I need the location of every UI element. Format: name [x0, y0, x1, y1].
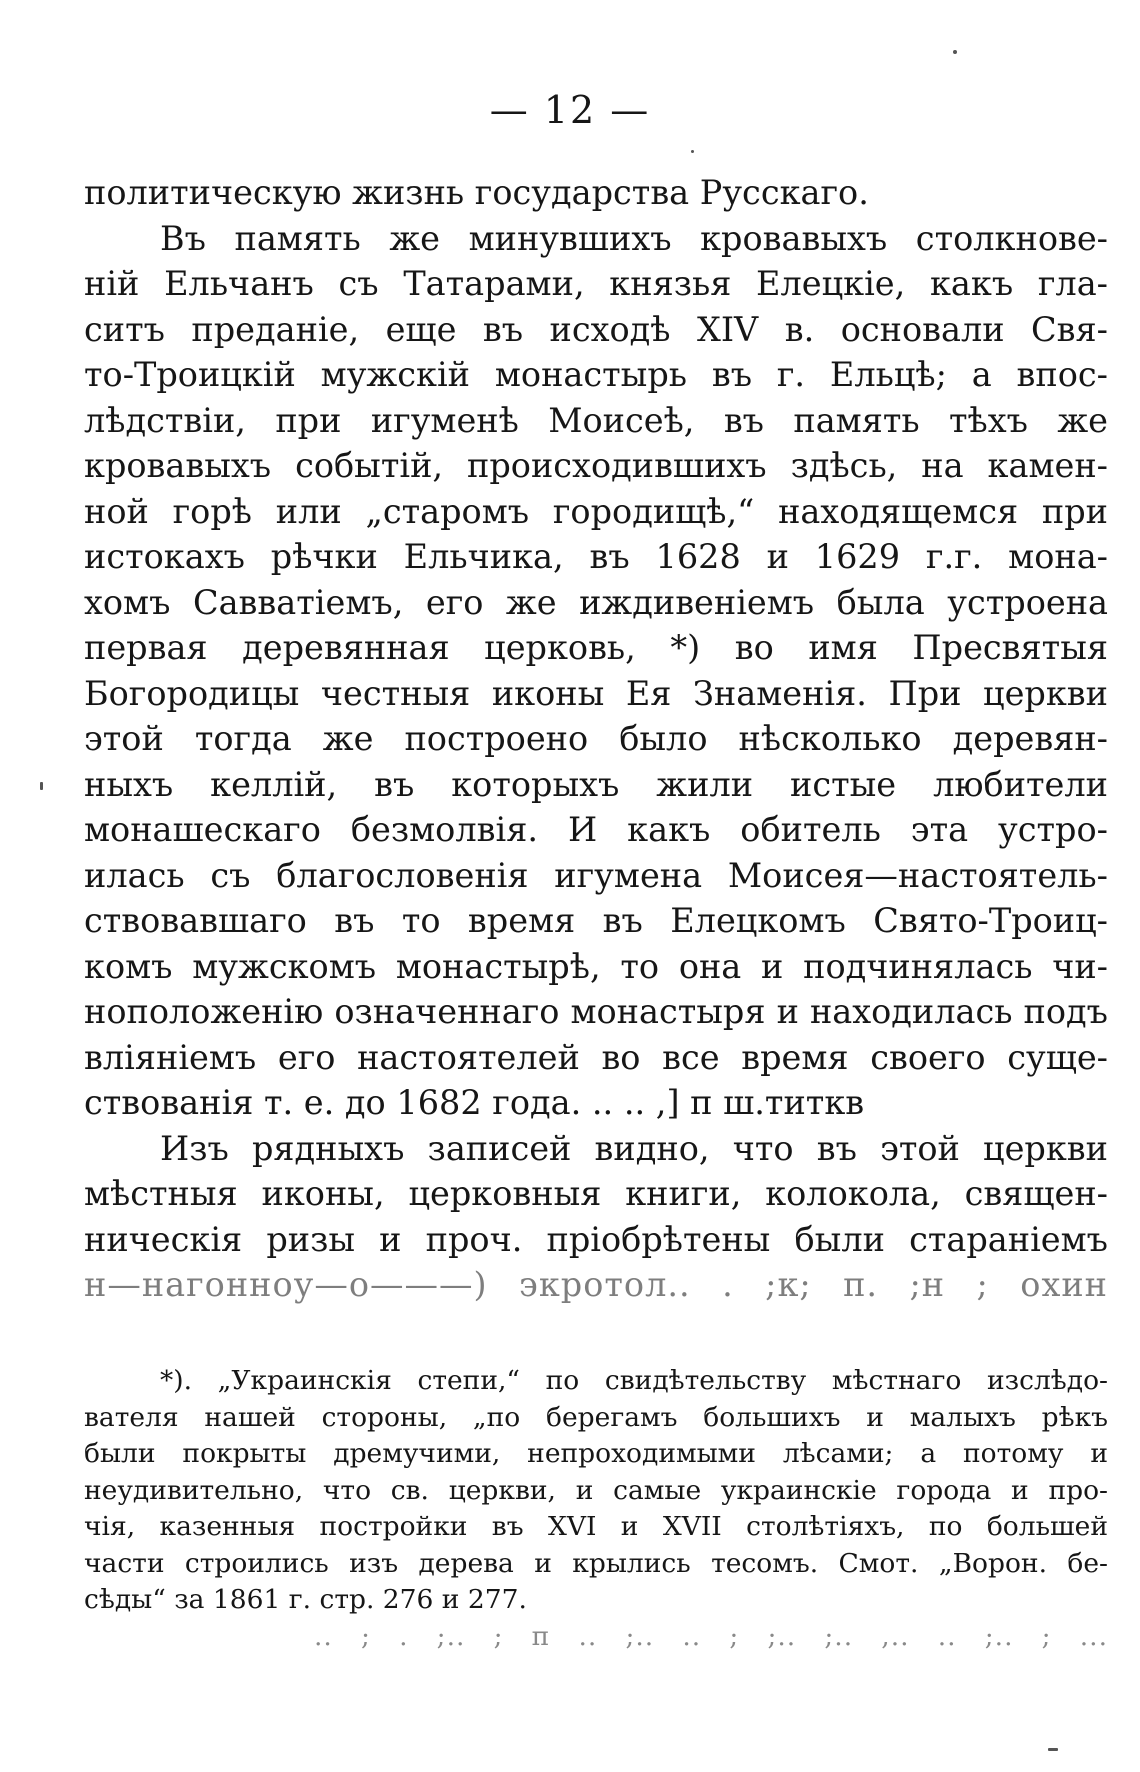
- text-line: н—нагонноу—о———) экротол.. . ;к; п. ;н ; охин: [84, 1265, 1108, 1304]
- ink-speck: [953, 50, 957, 54]
- text-line: вліяніемъ его настоятелей во все время своего суще-: [84, 1037, 1108, 1077]
- footnote-line: были покрыты дремучими, непроходимыми лѣсами; а потому и: [84, 1438, 1108, 1469]
- text-line: Богородицы честныя иконы Ея Знаменія. При церкви: [84, 673, 1108, 713]
- text-line: истокахъ рѣчки Ельчика, въ 1628 и 1629 г.г. мона-: [84, 537, 1108, 576]
- footnotes: [84, 1363, 1108, 1655]
- text-line: этой тогда же построено было нѣсколько деревян-: [84, 719, 1108, 758]
- footnote-line: чія, казенныя постройки въ XVI и XVII столѣтіяхъ, по большей: [84, 1511, 1108, 1542]
- ink-speck: [691, 150, 694, 153]
- text-line: ситъ преданіе, еще въ исходѣ XIV в. основали Свя-: [84, 309, 1108, 349]
- ink-speck: [40, 782, 43, 790]
- main-text: [84, 170, 1108, 1308]
- text-line: лѣдствіи, при игуменѣ Моисеѣ, въ память тѣхъ же: [84, 400, 1108, 440]
- footnote-line: *). „Украинскія степи,“ по свидѣтельству мѣстнаго изслѣдо-: [160, 1365, 1108, 1396]
- footnote-line: .. ; . ;.. ; п .. ;.. .. ; ;.. ;.. ,.. .. ;.. ; ...: [314, 1620, 1108, 1652]
- page-number: — 12 —: [489, 88, 651, 132]
- footnote-line: части строились изъ дерева и крылись тесомъ. Смот. „Ворон. бе-: [84, 1547, 1108, 1579]
- ink-speck: [1048, 1748, 1058, 1751]
- text-line: ній Ельчанъ съ Татарами, князья Елецкіе, какъ гла-: [84, 264, 1108, 303]
- text-line: ной горѣ или „старомъ городищѣ,“ находящемся при: [84, 491, 1108, 531]
- text-line: комъ мужскомъ монастырѣ, то она и подчинялась чи-: [84, 946, 1108, 986]
- text-line: Въ память же минувшихъ кровавыхъ столкнове-: [160, 218, 1108, 258]
- footnote-line: неудивительно, что св. церкви, и самые украинскіе города и про-: [84, 1474, 1108, 1506]
- text-line: ническія ризы и проч. пріобрѣтены были стараніемъ: [84, 1219, 1108, 1259]
- text-line: ствовавшаго въ то время въ Елецкомъ Свято-Троиц-: [84, 901, 1108, 940]
- text-line: илась съ благословенія игумена Моисея—настоятель-: [84, 855, 1108, 895]
- text-line: монашескаго безмолвія. И какъ обитель эта устро-: [84, 810, 1108, 849]
- text-line: ныхъ келлій, въ которыхъ жили истые любители: [84, 764, 1108, 804]
- text-line: то-Троицкій мужскій монастырь въ г. Ельцѣ; а впос-: [84, 355, 1108, 394]
- text-line: ствованія т. е. до 1682 года. .. .. ,] п ш.титкв: [84, 1083, 865, 1122]
- text-line: ноположенію означеннаго монастыря и находилась подъ: [84, 992, 1108, 1031]
- text-line: хомъ Савватіемъ, его же иждивеніемъ была устроена: [84, 582, 1108, 622]
- text-line: кровавыхъ событій, происходившихъ здѣсь, на камен-: [84, 446, 1108, 485]
- footnote-line: вателя нашей стороны, „по берегамъ большихъ и малыхъ рѣкъ: [84, 1401, 1108, 1433]
- text-line: первая деревянная церковь, *) во имя Пресвятыя: [84, 628, 1108, 667]
- text-line: мѣстныя иконы, церковныя книги, колокола, священ-: [84, 1174, 1108, 1213]
- text-line: политическую жизнь государства Русскаго.: [84, 173, 869, 212]
- footnote-line: сѣды“ за 1861 г. стр. 276 и 277.: [84, 1584, 527, 1615]
- text-line: Изъ рядныхъ записей видно, что въ этой церкви: [160, 1128, 1108, 1168]
